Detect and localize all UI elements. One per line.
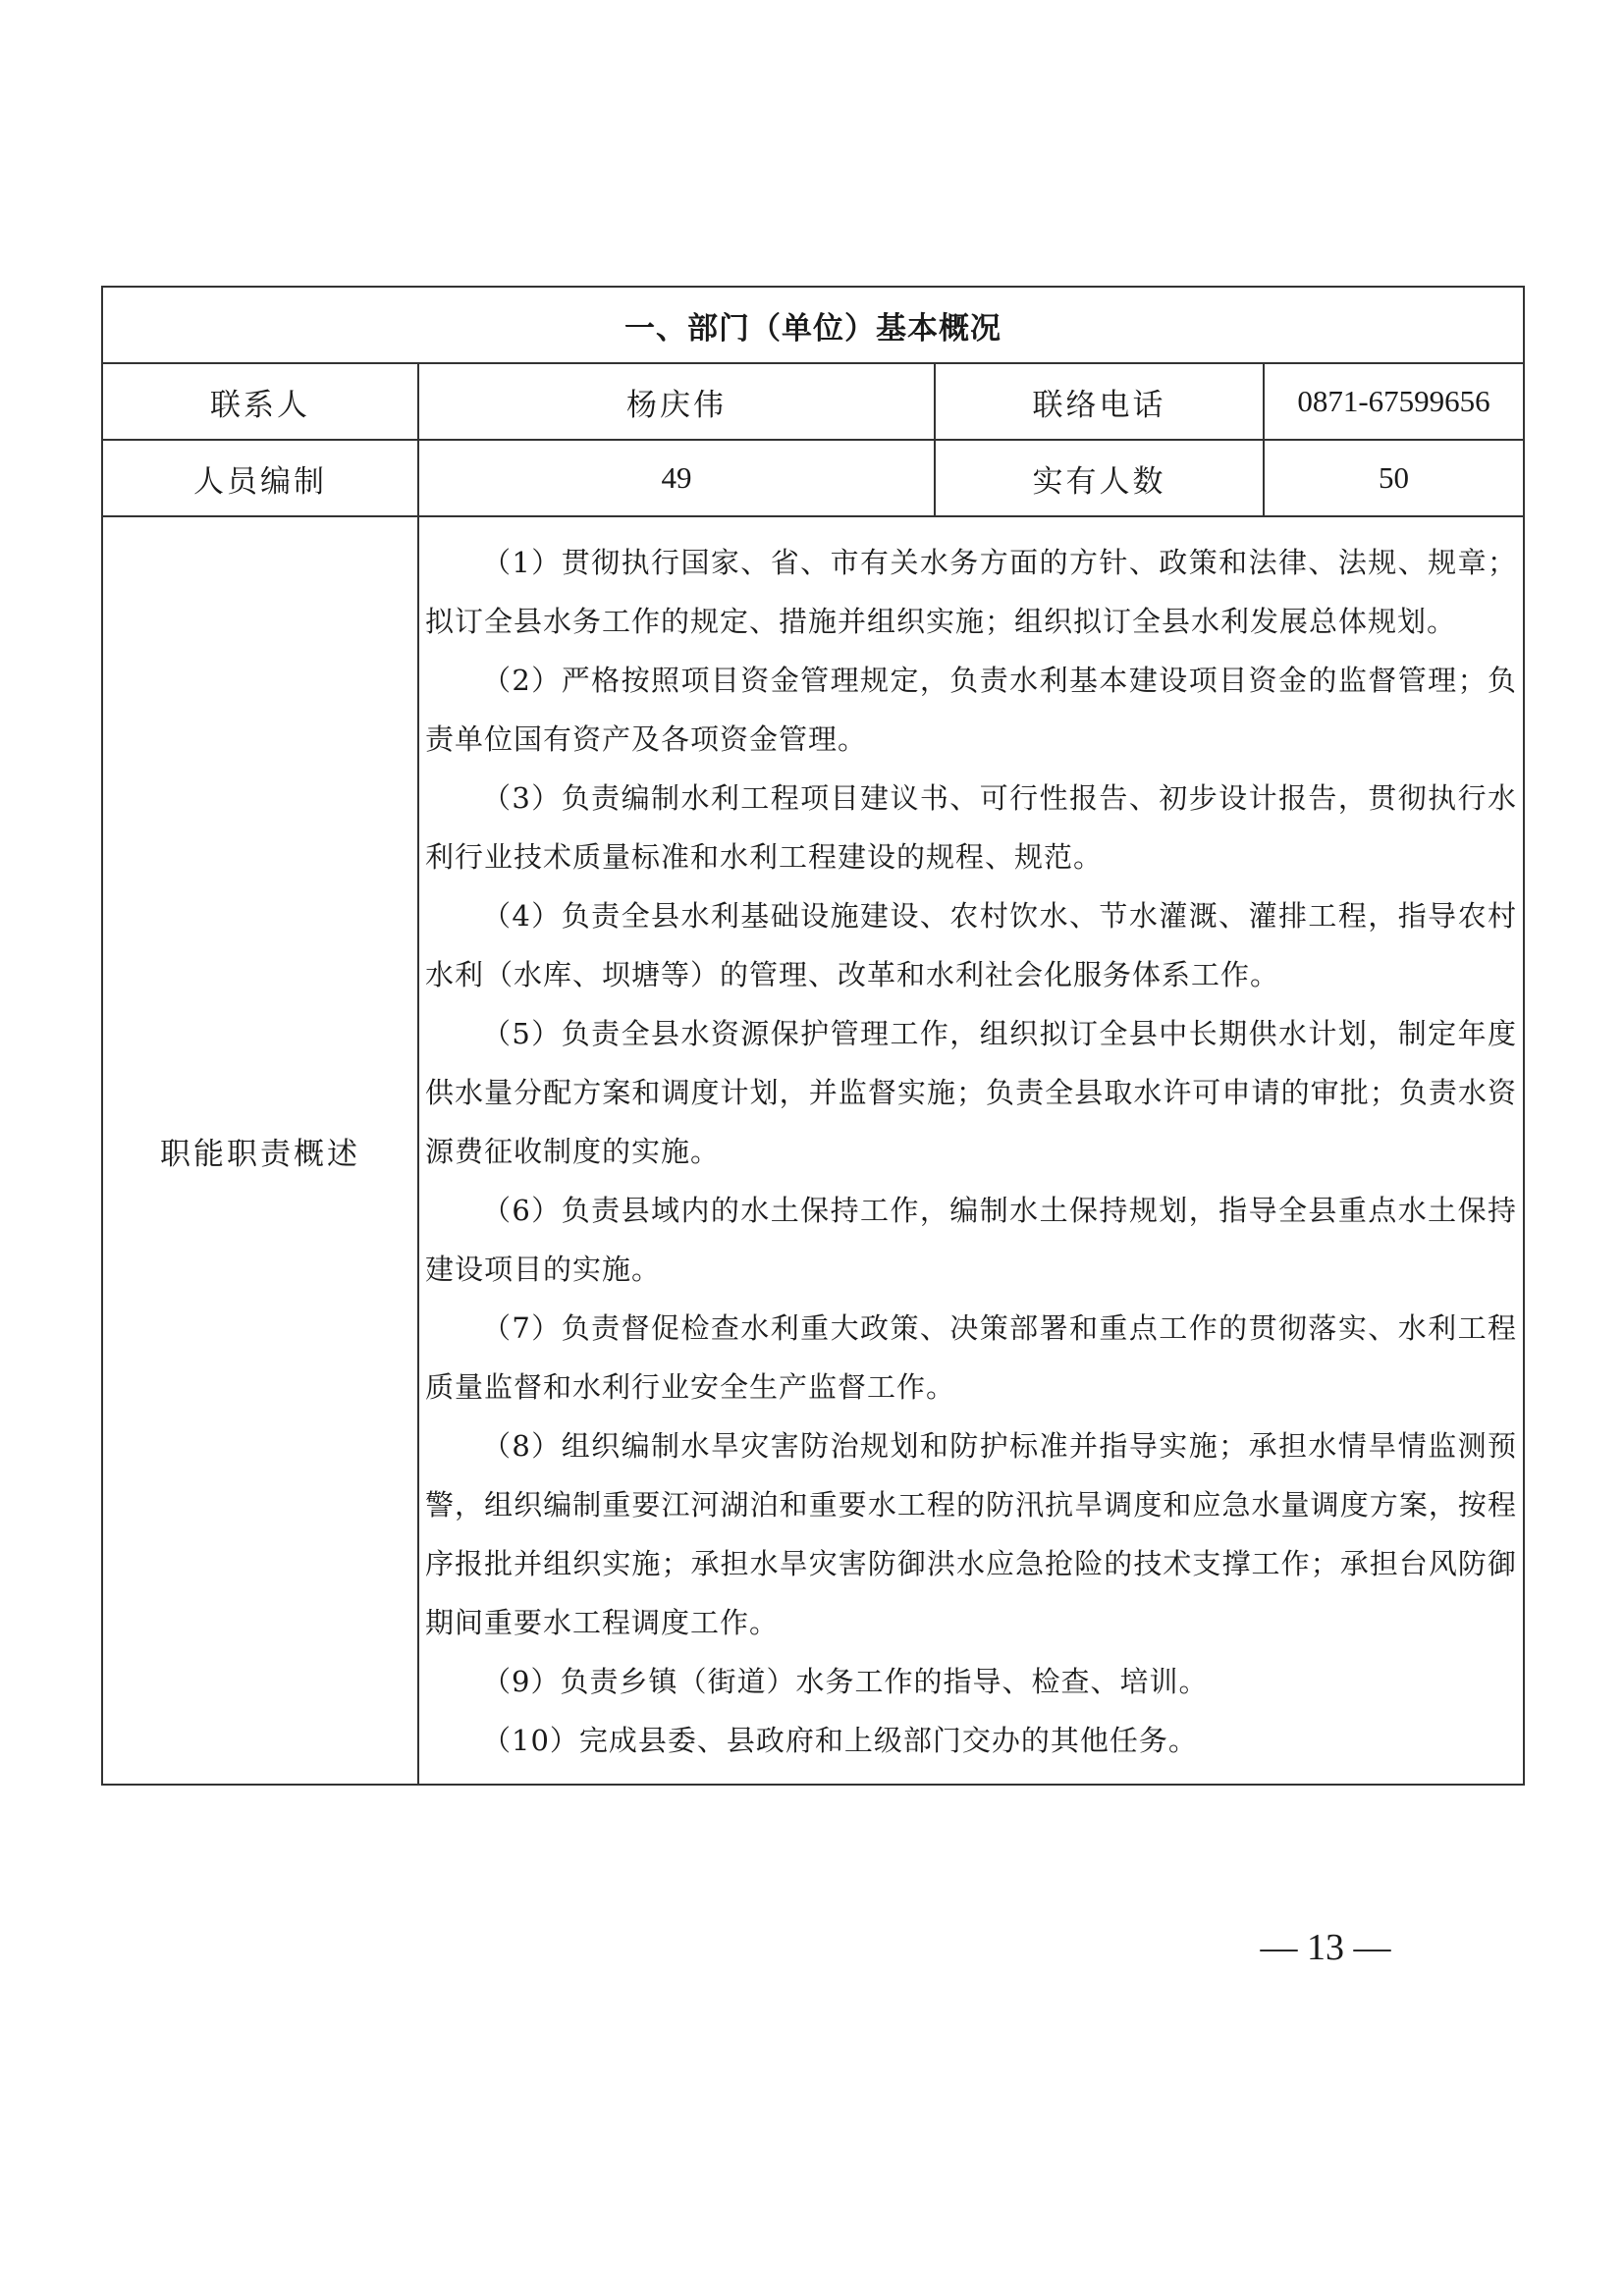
duty-item: （5）负责全县水资源保护管理工作，组织拟订全县中长期供水计划，制定年度供水量分配方案和调度计划，并监督实施；负责全县取水许可申请的审批；负责水资源费征收制度的实施。: [425, 1017, 1517, 1168]
duties-label: 职能职责概述: [102, 516, 418, 1785]
page-number: — 13 —: [1260, 1927, 1391, 1968]
contact-row: [102, 363, 1524, 440]
duty-item: （8）组织编制水旱灾害防治规划和防护标准并指导实施；承担水情旱情监测预警，组织编制重要江河湖泊和重要水工程的防汛抗旱调度和应急水量调度方案，按程序报批并组织实施；承担水旱灾害防御洪水应急抢险的技术支撑工作；承担台风防御期间重要水工程调度工作。: [425, 1429, 1517, 1639]
duty-item: （1）贯彻执行国家、省、市有关水务方面的方针、政策和法律、法规、规章；拟订全县水务工作的规定、措施并组织实施；组织拟订全县水利发展总体规划。: [425, 546, 1517, 638]
duty-item: （9）负责乡镇（街道）水务工作的指导、检查、培训。: [482, 1665, 1209, 1698]
phone-label: 联络电话: [935, 363, 1264, 440]
contact-label: 联系人: [102, 363, 418, 440]
duty-item: （4）负责全县水利基础设施建设、农村饮水、节水灌溉、灌排工程，指导农村水利（水库、坝塘等）的管理、改革和水利社会化服务体系工作。: [425, 899, 1517, 991]
actual-staff-value: 50: [1264, 440, 1524, 516]
duty-item: （2）严格按照项目资金管理规定，负责水利基本建设项目资金的监督管理；负责单位国有资产及各项资金管理。: [425, 664, 1517, 756]
staff-quota-value: 49: [418, 440, 935, 516]
contact-value: 杨庆伟: [418, 363, 935, 440]
duty-item: （6）负责县域内的水土保持工作，编制水土保持规划，指导全县重点水土保持建设项目的实施。: [425, 1194, 1517, 1286]
staff-quota-label: 人员编制: [102, 440, 418, 516]
phone-value: 0871-67599656: [1264, 363, 1524, 440]
staff-row: [102, 440, 1524, 516]
basic-info-table: [101, 286, 1525, 1786]
duty-item: （10）完成县委、县政府和上级部门交办的其他任务。: [482, 1724, 1198, 1757]
duty-item: （3）负责编制水利工程项目建议书、可行性报告、初步设计报告，贯彻执行水利行业技术质量标准和水利工程建设的规程、规范。: [425, 781, 1517, 874]
table-title: 一、部门（单位）基本概况: [102, 287, 1524, 363]
duties-row: [102, 516, 1524, 1785]
actual-staff-label: 实有人数: [935, 440, 1264, 516]
duty-item: （7）负责督促检查水利重大政策、决策部署和重点工作的贯彻落实、水利工程质量监督和水利行业安全生产监督工作。: [425, 1311, 1517, 1404]
duties-content: [418, 516, 1524, 1785]
